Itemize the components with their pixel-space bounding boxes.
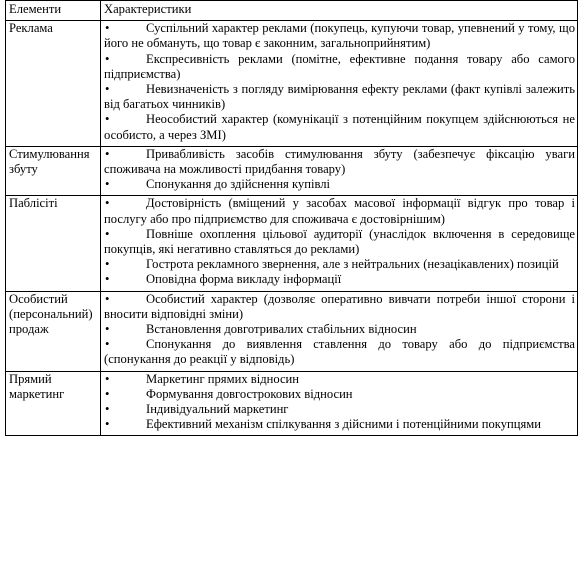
bullet-icon: • — [105, 386, 110, 401]
list-item — [104, 21, 575, 51]
characteristics-cell — [101, 21, 578, 147]
list-item-text: Формування довгострокових відносин — [146, 386, 353, 401]
list-item — [104, 227, 575, 257]
table-body — [6, 21, 578, 436]
list-item — [104, 196, 575, 226]
list-item-text: Спонукання до виявлення ставлення до товару або до підприємства (спонукання до реакції у відповідь) — [104, 337, 575, 367]
element-cell — [6, 371, 101, 436]
list-item-text: Спонукання до здійснення купівлі — [146, 177, 331, 192]
element-cell — [6, 196, 101, 291]
bullet-icon: • — [105, 337, 110, 352]
bullet-icon: • — [105, 371, 110, 386]
list-item — [104, 272, 575, 287]
list-item-text: Оповідна форма викладу інформації — [146, 272, 342, 287]
bullet-icon: • — [105, 322, 110, 337]
table-row — [6, 291, 578, 371]
characteristics-table — [5, 0, 578, 436]
list-item — [104, 52, 575, 82]
characteristics-cell — [101, 371, 578, 436]
list-item — [104, 372, 575, 387]
list-item-text: Достовірність (вміщений у засобах масової інформації відгук про товар і послугу або про підприємство для споживача є достовірнішим) — [104, 196, 575, 226]
list-item-text: Особистий характер (дозволяє оперативно вивчати потреби іншої сторони і вносити відповідні зміни) — [104, 291, 575, 321]
bullet-icon: • — [105, 82, 110, 97]
element-label: Прямий маркетинг — [9, 371, 65, 401]
element-cell — [6, 291, 101, 371]
list-item-text: Привабливість засобів стимулювання збуту (забезпечує фіксацію уваги споживача на можливості придбання товару) — [104, 146, 575, 177]
table-row — [6, 371, 578, 436]
element-cell — [6, 21, 101, 147]
element-label: Реклама — [9, 21, 53, 36]
header-elements: Елементи — [6, 1, 101, 21]
header-characteristics: Характеристики — [101, 1, 578, 21]
list-item-text: Експресивність реклами (помітне, ефективне подання товару або самого підприємства) — [104, 51, 575, 81]
list-item-text: Неособистий характер (комунікації з потенційним покупцем здійснюються не особисто, а через ЗМІ) — [104, 112, 575, 142]
bullet-icon: • — [105, 402, 110, 417]
bullet-icon: • — [105, 196, 110, 211]
list-item — [104, 322, 575, 337]
table-row — [6, 21, 578, 147]
bullet-icon: • — [105, 21, 110, 36]
bullet-icon: • — [105, 417, 110, 432]
characteristics-cell — [101, 291, 578, 371]
list-item-text: Індивідуальний маркетинг — [146, 402, 289, 417]
list-item — [104, 402, 575, 417]
bullet-icon: • — [105, 51, 110, 66]
list-item — [104, 257, 575, 272]
bullet-icon: • — [105, 272, 110, 287]
list-item-text: Ефективний механізм спілкування з дійсними і потенційними покупцями — [146, 417, 541, 432]
list-item — [104, 112, 575, 142]
list-item-text: Гострота рекламного звернення, але з нейтральних (незацікавлених) позицій — [146, 257, 559, 272]
element-label: Особистий (персональний) продаж — [9, 291, 93, 337]
list-item — [104, 147, 575, 177]
table-header-row — [6, 1, 578, 21]
list-item — [104, 292, 575, 322]
bullet-icon: • — [105, 291, 110, 306]
bullet-icon: • — [105, 112, 110, 127]
list-item-text: Повніше охоплення цільової аудиторії (унаслідок включення в середовище покупців, які негативно ставляться до реклами) — [104, 226, 575, 257]
list-item — [104, 387, 575, 402]
characteristics-cell — [101, 196, 578, 291]
list-item — [104, 177, 575, 192]
list-item — [104, 417, 575, 432]
list-item-text: Невизначеність з погляду вимірювання ефекту реклами (факт купівлі залежить від багатьох чинників) — [104, 82, 575, 112]
list-item-text: Встановлення довготривалих стабільних відносин — [146, 322, 417, 337]
table-row — [6, 146, 578, 196]
bullet-icon: • — [105, 177, 110, 192]
bullet-icon: • — [105, 226, 110, 241]
element-label: Стимулювання збуту — [9, 146, 90, 177]
characteristics-cell — [101, 146, 578, 196]
bullet-icon: • — [105, 257, 110, 272]
table-row — [6, 196, 578, 291]
bullet-icon: • — [105, 146, 110, 161]
list-item-text: Маркетинг прямих відносин — [146, 371, 300, 386]
element-cell — [6, 146, 101, 196]
list-item-text: Суспільний характер реклами (покупець, купуючи товар, упевнений у тому, що його не обмануть, що товар є законним, загальноприйнятим) — [104, 21, 575, 51]
list-item — [104, 82, 575, 112]
list-item — [104, 337, 575, 367]
element-label: Паблісіті — [9, 196, 58, 211]
